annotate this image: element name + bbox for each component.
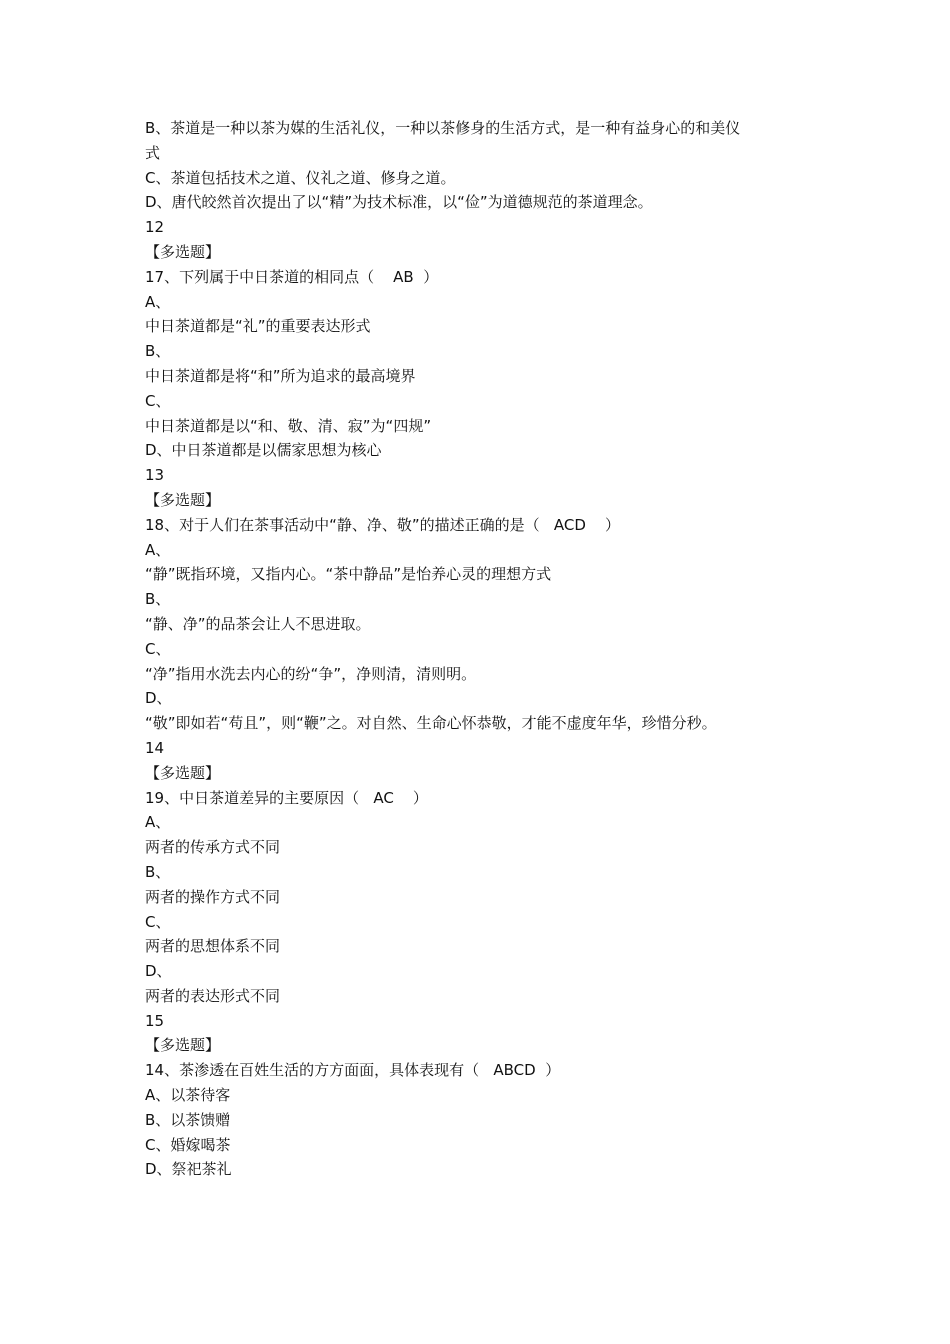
option-text: B、以茶馈赠 [145,1110,231,1129]
option-b-text: B、茶道是一种以茶为媒的生活礼仪，一种以茶修身的生活方式，是一种有益身心的和美仪 [145,119,741,137]
option-label: A、 [145,540,171,559]
option-text: 两者的传承方式不同 [145,838,281,857]
question-text: 17、下列属于中日茶道的相同点（ AB ） [145,267,439,286]
question-type: 【多选题】 [145,490,221,509]
option-text: C、婚嫁喝茶 [145,1135,231,1154]
option-text: D、中日茶道都是以儒家思想为核心 [145,441,382,460]
option-text: 两者的思想体系不同 [145,937,281,956]
option-text: 两者的操作方式不同 [145,887,281,906]
option-label: C、 [145,912,171,931]
question-text: 14、茶渗透在百姓生活的方方面面，具体表现有（ ABCD ） [145,1061,561,1080]
question-text: 18、对于人们在茶事活动中“静、净、敬”的描述正确的是（ ACD ） [145,515,621,534]
option-label: D、 [145,689,172,708]
option-d-text: D、唐代皎然首次提出了以“精”为技术标准，以“俭”为道德规范的茶道理念。 [145,193,653,212]
question-number: 14 [145,738,165,757]
option-text: “敬”即如若“苟且”，则“鞭”之。对自然、生命心怀恭敬，才能不虚度年华，珍惜分秒。 [145,714,717,733]
option-label: B、 [145,862,171,881]
option-label: D、 [145,962,172,981]
option-text: A、以茶待客 [145,1086,231,1105]
option-text: 中日茶道都是将“和”所为追求的最高境界 [145,366,416,385]
question-text: 19、中日茶道差异的主要原因（ AC ） [145,788,428,807]
option-text: D、祭祀茶礼 [145,1160,232,1179]
question-type: 【多选题】 [145,242,221,261]
option-text: “静、净”的品茶会让人不思进取。 [145,614,371,633]
option-label: B、 [145,342,171,361]
option-text: “净”指用水洗去内心的纷“争”，净则清，清则明。 [145,664,477,683]
question-number: 13 [145,466,165,485]
question-number: 12 [145,218,165,237]
option-text: 两者的表达形式不同 [145,986,281,1005]
option-c-text: C、茶道包括技术之道、仪礼之道、修身之道。 [145,168,456,187]
option-text: 中日茶道都是以“和、敬、清、寂”为“四规” [145,416,432,435]
question-type: 【多选题】 [145,1036,221,1055]
option-label: C、 [145,639,171,658]
option-label: A、 [145,813,171,832]
option-text: 中日茶道都是“礼”的重要表达形式 [145,317,371,336]
option-label: B、 [145,590,171,609]
option-label: C、 [145,391,171,410]
document-page [145,116,835,1182]
option-label: A、 [145,292,171,311]
option-text: “静”既指环境，又指内心。“茶中静品”是怡养心灵的理想方式 [145,565,552,584]
question-type: 【多选题】 [145,763,221,782]
question-number: 15 [145,1011,165,1030]
option-b-text-continued: 式 [145,143,161,162]
